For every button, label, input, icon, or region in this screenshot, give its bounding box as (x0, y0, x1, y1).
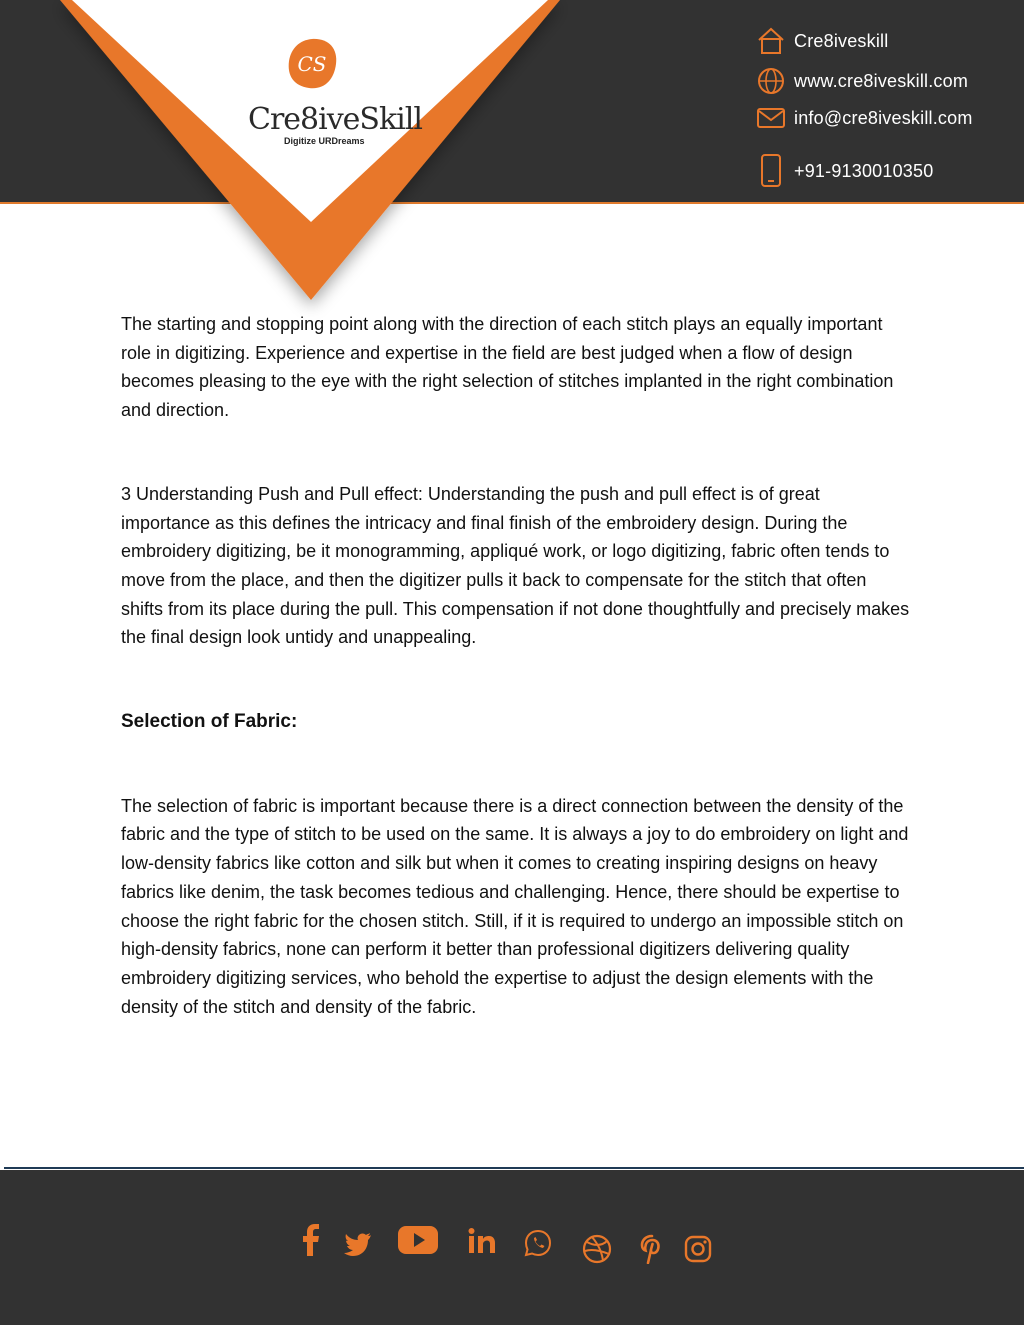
svg-text:CS: CS (297, 52, 327, 76)
logo-wordmark: Cre8iveSkill (248, 102, 422, 137)
paragraph-fabric: The selection of fabric is important because there is a direct connection between the density of the fabric and the type of stitch to be used on the same. It is always a joy to do embroidery on light and low-density fabrics like cotton and silk but when it comes to creating inspiring designs on heavy fabrics like denim, the task becomes tedious and challenging. Hence, there should be expertise to choose the right fabric for the chosen stitch. Still, if it is required to undergo an impossible stitch on high-density fabrics, none can perform it better than professional digitizers delivering quality embroidery digitizing services, who behold the expertise to adjust the design elements with the density of the stitch and density of the fabric. (121, 795, 909, 1017)
contact-website[interactable] (756, 66, 968, 96)
facebook-icon[interactable] (300, 1224, 322, 1256)
contact-email[interactable] (756, 103, 973, 133)
phone-icon (756, 154, 786, 188)
logo-tagline: Digitize URDreams (284, 136, 365, 146)
twitter-icon[interactable] (344, 1232, 372, 1256)
youtube-icon[interactable] (398, 1226, 438, 1254)
mail-icon (756, 103, 786, 133)
paragraph-stitch-direction: The starting and stopping point along with the direction of each stitch plays an equally important role in digitizing. Experience and expertise in the field are best judged when a flow of design becomes pleasing to the eye with the right selection of stitches implanted in the right combination and direction. (121, 314, 894, 421)
contact-website-text: www.cre8iveskill.com (794, 70, 969, 91)
brand-logo[interactable] (232, 36, 422, 156)
globe-icon (756, 66, 786, 96)
home-icon (756, 26, 786, 56)
document-body (121, 310, 911, 1021)
dribbble-icon[interactable] (582, 1234, 612, 1264)
whatsapp-icon[interactable] (524, 1229, 552, 1257)
contact-phone-text: +91-9130010350 (794, 160, 934, 181)
linkedin-icon[interactable] (468, 1228, 496, 1254)
pinterest-icon[interactable] (640, 1234, 664, 1264)
contact-email-text: info@cre8iveskill.com (794, 107, 973, 128)
logo-mark-icon (284, 36, 340, 92)
contact-home-text: Cre8iveskill (794, 30, 889, 51)
contact-phone[interactable] (756, 154, 933, 188)
section-heading: Selection of Fabric: (121, 711, 298, 733)
instagram-icon[interactable] (684, 1235, 712, 1263)
paragraph-push-pull: 3 Understanding Push and Pull effect: Understanding the push and pull effect is of great importance as this defines the intricacy and final finish of the embroidery design. During the embroidery digitizing, be it monogramming, appliqué work, or logo digitizing, fabric often tends to move from the place, and then the digitizer pulls it back to compensate for the stitch that often shifts from its place during the pull. This compensation if not done thoughtfully and precisely makes the final design look untidy and unappealing. (121, 483, 910, 648)
footer-divider (4, 1167, 1024, 1169)
contact-home[interactable] (756, 26, 888, 56)
social-links (0, 1224, 1024, 1264)
